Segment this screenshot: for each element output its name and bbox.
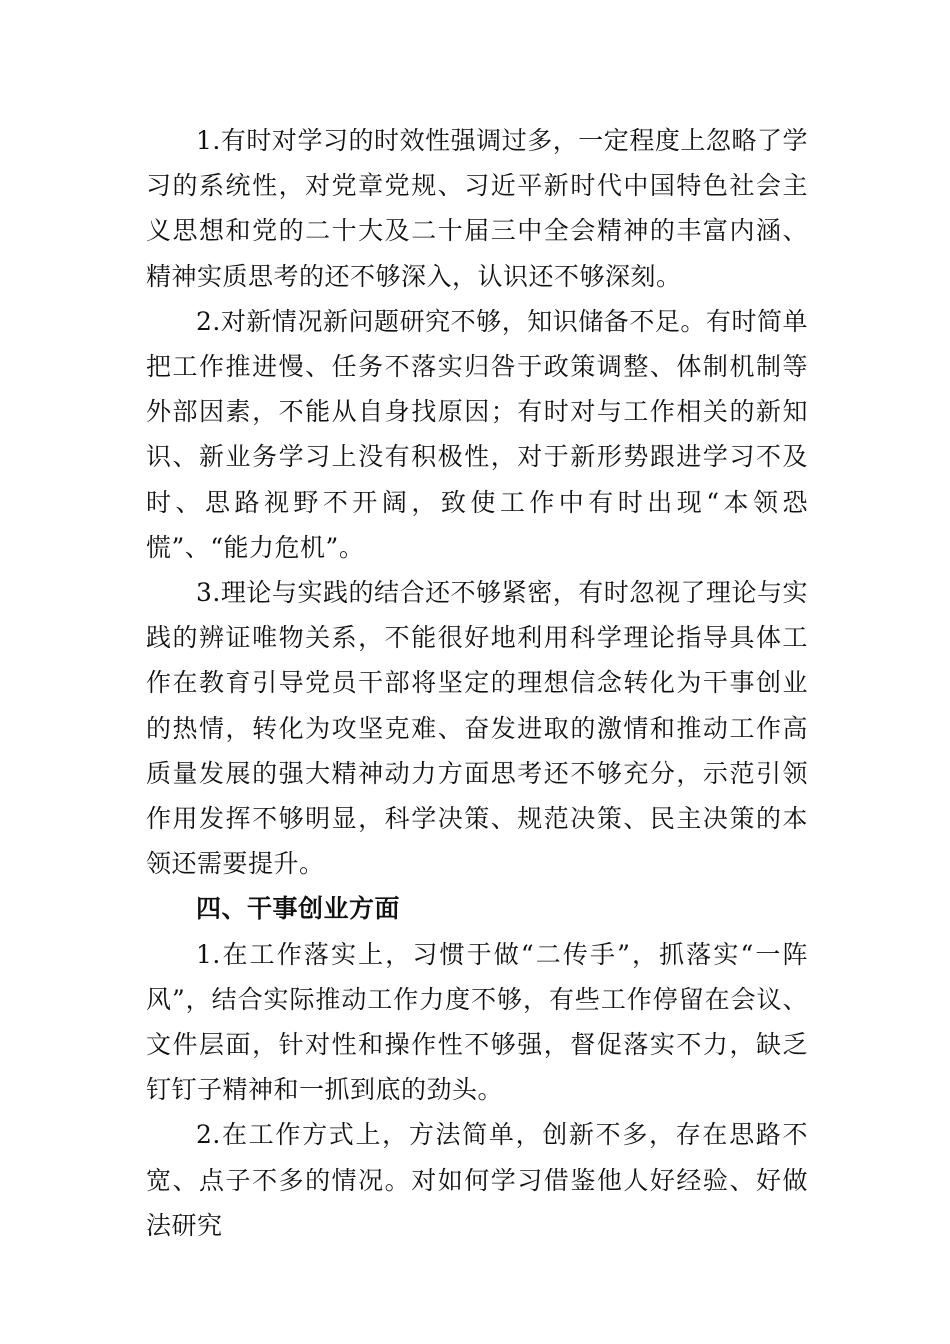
section-heading: 四、干事创业方面 — [196, 894, 401, 924]
paragraph-work-methods: 2.在工作方式上，方法简单，创新不多，存在思路不宽、点子不多的情况。对如何学习借鉴他人好经验、好做法研究 — [146, 1120, 808, 1240]
paragraph-new-situations: 2.对新情况新问题研究不够，知识储备不足。有时简单把工作推进慢、任务不落实归咎于政策调整、体制机制等外部因素，不能从自身找原因；有时对与工作相关的新知识、新业务学习上没有积极性，对于新形势跟进学习不及时、思路视野不开阔，致使工作中有时出现“本领恐慌”、“能力危机”。 — [146, 306, 808, 562]
paragraph-theory-practice: 3.理论与实践的结合还不够紧密，有时忽视了理论与实践的辨证唯物关系，不能很好地利用科学理论指导具体工作在教育引导党员干部将坚定的理想信念转化为干事创业的热情，转化为攻坚克难、奋发进取的激情和推动工作高质量发展的强大精神动力方面思考还不够充分，示范引领作用发挥不够明显，科学决策、规范决策、民主决策的本领还需要提升。 — [146, 578, 808, 879]
document-body — [146, 118, 808, 1248]
paragraph-study-timeliness: 1.有时对学习的时效性强调过多，一定程度上忽略了学习的系统性，对党章党规、习近平新时代中国特色社会主义思想和党的二十大及二十届三中全会精神的丰富内涵、精神实质思考的还不够深入，认识还不够深刻。 — [146, 126, 808, 291]
paragraph-work-implementation: 1.在工作落实上，习惯于做“二传手”，抓落实“一阵风”，结合实际推动工作力度不够，有些工作停留在会议、文件层面，针对性和操作性不够强，督促落实不力，缺乏钉钉子精神和一抓到底的劲头。 — [146, 939, 808, 1105]
